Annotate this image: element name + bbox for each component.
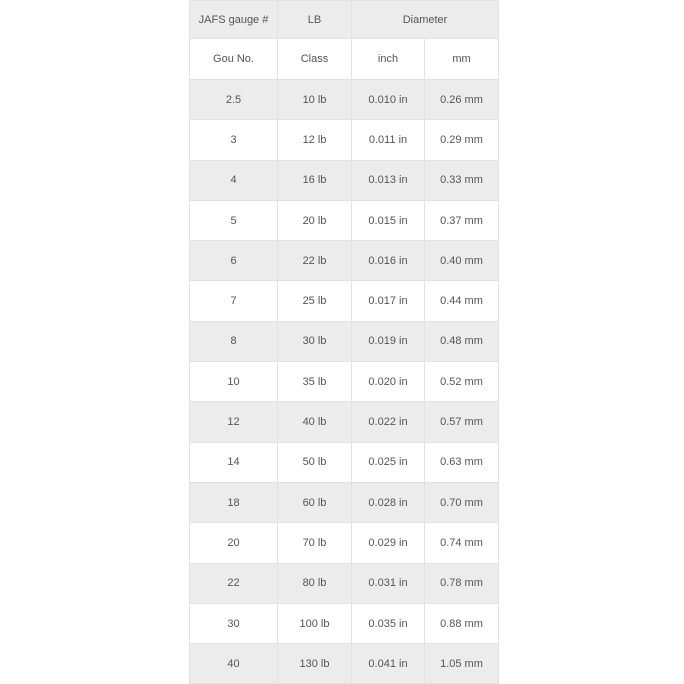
header-class: Class xyxy=(278,39,352,80)
diameter-inch-cell: 0.025 in xyxy=(352,442,425,482)
gauge-cell: 14 xyxy=(190,442,278,482)
header-diameter: Diameter xyxy=(352,1,499,39)
line-gauge-table-container xyxy=(189,0,498,684)
diameter-inch-cell: 0.016 in xyxy=(352,241,425,281)
gauge-cell: 30 xyxy=(190,603,278,643)
header-jafs-gauge: JAFS gauge # xyxy=(190,1,278,39)
gauge-cell: 22 xyxy=(190,563,278,603)
lb-class-cell: 50 lb xyxy=(278,442,352,482)
gauge-cell: 4 xyxy=(190,160,278,200)
lb-class-cell: 40 lb xyxy=(278,402,352,442)
diameter-inch-cell: 0.028 in xyxy=(352,482,425,522)
table-row xyxy=(190,321,499,361)
diameter-mm-cell: 0.26 mm xyxy=(425,80,499,120)
lb-class-cell: 12 lb xyxy=(278,120,352,160)
gauge-cell: 2.5 xyxy=(190,80,278,120)
header-lb: LB xyxy=(278,1,352,39)
table-row xyxy=(190,603,499,643)
table-row xyxy=(190,644,499,684)
lb-class-cell: 16 lb xyxy=(278,160,352,200)
table-row xyxy=(190,241,499,281)
diameter-inch-cell: 0.031 in xyxy=(352,563,425,603)
gauge-cell: 10 xyxy=(190,362,278,402)
gauge-cell: 7 xyxy=(190,281,278,321)
diameter-inch-cell: 0.041 in xyxy=(352,644,425,684)
diameter-mm-cell: 0.44 mm xyxy=(425,281,499,321)
diameter-inch-cell: 0.020 in xyxy=(352,362,425,402)
diameter-mm-cell: 0.37 mm xyxy=(425,200,499,240)
diameter-mm-cell: 0.52 mm xyxy=(425,362,499,402)
diameter-inch-cell: 0.015 in xyxy=(352,200,425,240)
diameter-mm-cell: 0.29 mm xyxy=(425,120,499,160)
header-inch: inch xyxy=(352,39,425,80)
lb-class-cell: 70 lb xyxy=(278,523,352,563)
table-row xyxy=(190,80,499,120)
diameter-mm-cell: 0.40 mm xyxy=(425,241,499,281)
table-row xyxy=(190,402,499,442)
line-gauge-table xyxy=(189,0,499,684)
lb-class-cell: 25 lb xyxy=(278,281,352,321)
diameter-inch-cell: 0.019 in xyxy=(352,321,425,361)
diameter-inch-cell: 0.013 in xyxy=(352,160,425,200)
diameter-mm-cell: 0.78 mm xyxy=(425,563,499,603)
lb-class-cell: 35 lb xyxy=(278,362,352,402)
table-row xyxy=(190,482,499,522)
table-row xyxy=(190,442,499,482)
diameter-mm-cell: 1.05 mm xyxy=(425,644,499,684)
diameter-mm-cell: 0.74 mm xyxy=(425,523,499,563)
gauge-cell: 6 xyxy=(190,241,278,281)
diameter-inch-cell: 0.017 in xyxy=(352,281,425,321)
header-gou-no: Gou No. xyxy=(190,39,278,80)
diameter-mm-cell: 0.88 mm xyxy=(425,603,499,643)
gauge-cell: 3 xyxy=(190,120,278,160)
lb-class-cell: 80 lb xyxy=(278,563,352,603)
diameter-inch-cell: 0.035 in xyxy=(352,603,425,643)
gauge-cell: 5 xyxy=(190,200,278,240)
gauge-cell: 12 xyxy=(190,402,278,442)
table-row xyxy=(190,281,499,321)
diameter-inch-cell: 0.029 in xyxy=(352,523,425,563)
diameter-mm-cell: 0.33 mm xyxy=(425,160,499,200)
header-mm: mm xyxy=(425,39,499,80)
diameter-mm-cell: 0.57 mm xyxy=(425,402,499,442)
gauge-cell: 18 xyxy=(190,482,278,522)
lb-class-cell: 60 lb xyxy=(278,482,352,522)
lb-class-cell: 130 lb xyxy=(278,644,352,684)
diameter-inch-cell: 0.022 in xyxy=(352,402,425,442)
diameter-mm-cell: 0.70 mm xyxy=(425,482,499,522)
lb-class-cell: 100 lb xyxy=(278,603,352,643)
diameter-mm-cell: 0.48 mm xyxy=(425,321,499,361)
lb-class-cell: 22 lb xyxy=(278,241,352,281)
gauge-cell: 8 xyxy=(190,321,278,361)
table-row xyxy=(190,362,499,402)
lb-class-cell: 10 lb xyxy=(278,80,352,120)
diameter-inch-cell: 0.010 in xyxy=(352,80,425,120)
lb-class-cell: 30 lb xyxy=(278,321,352,361)
table-row xyxy=(190,563,499,603)
table-header-row xyxy=(190,1,499,39)
diameter-inch-cell: 0.011 in xyxy=(352,120,425,160)
table-row xyxy=(190,200,499,240)
gauge-cell: 20 xyxy=(190,523,278,563)
diameter-mm-cell: 0.63 mm xyxy=(425,442,499,482)
gauge-cell: 40 xyxy=(190,644,278,684)
table-row xyxy=(190,160,499,200)
lb-class-cell: 20 lb xyxy=(278,200,352,240)
table-subheader-row xyxy=(190,39,499,80)
table-row xyxy=(190,120,499,160)
table-row xyxy=(190,523,499,563)
